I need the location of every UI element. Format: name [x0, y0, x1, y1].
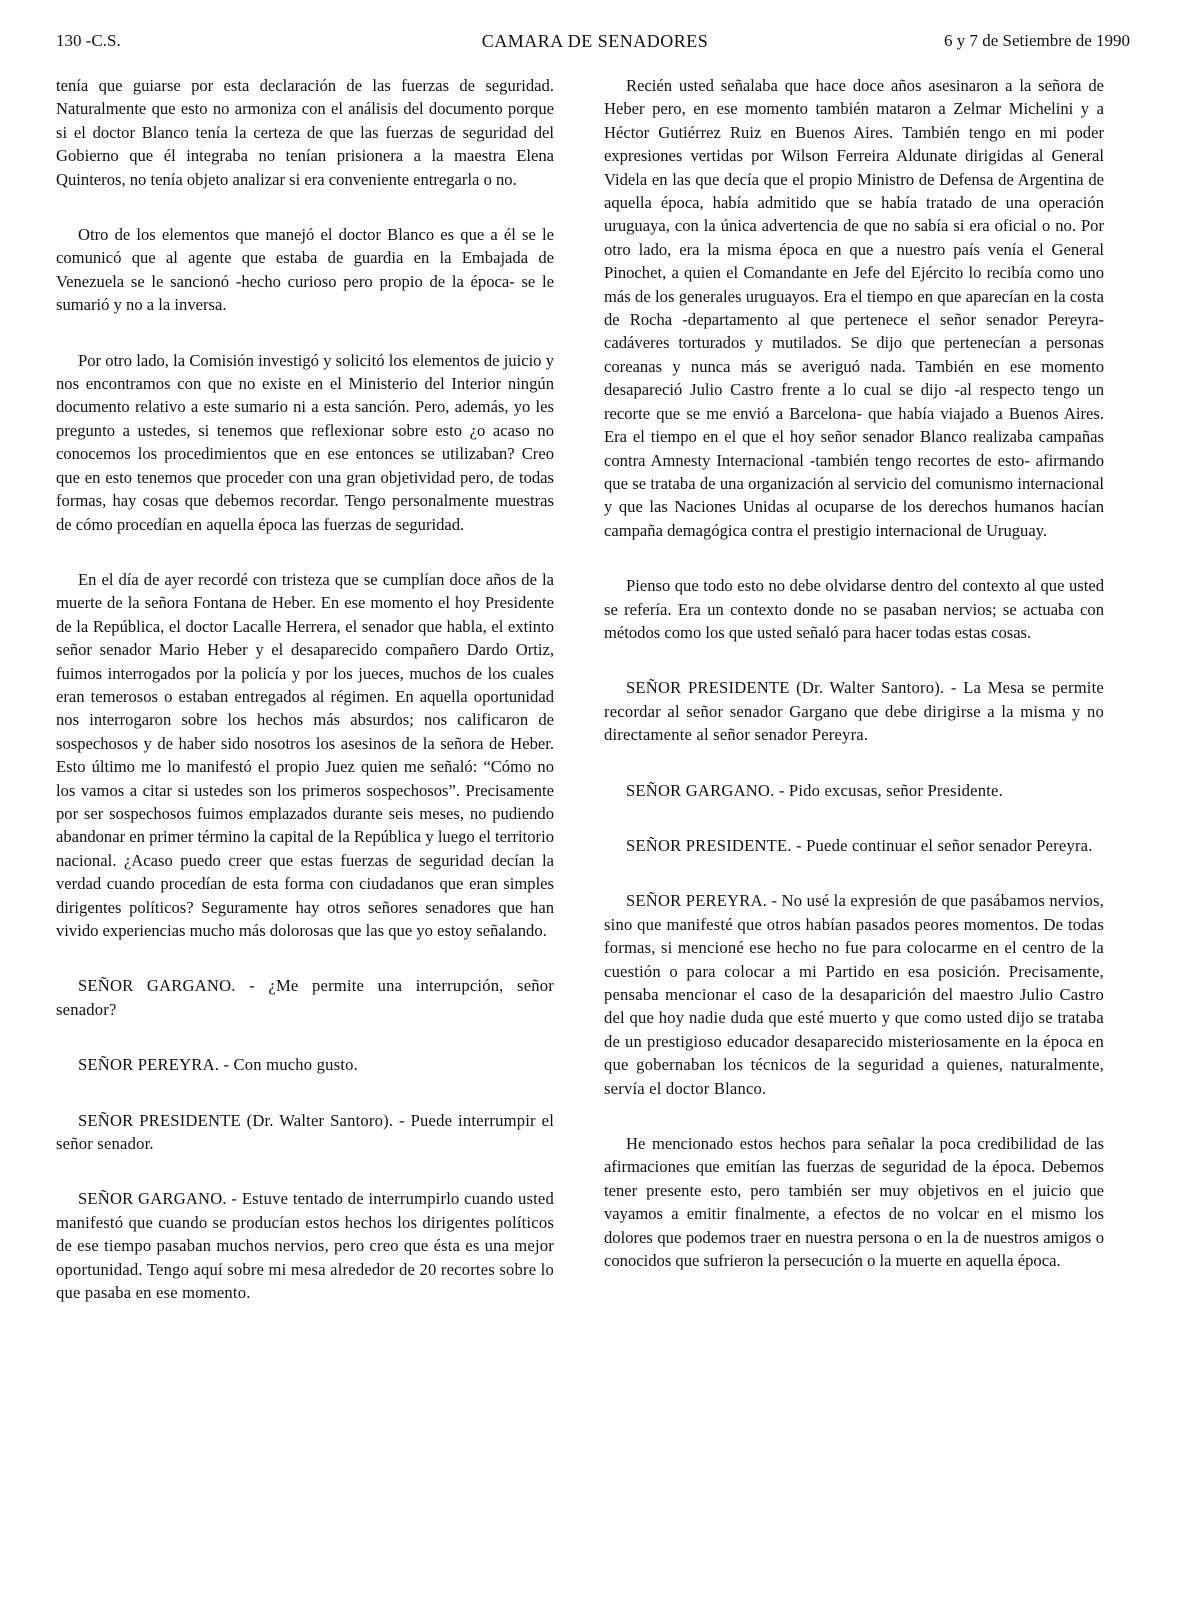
- paragraph: Por otro lado, la Comisión investigó y solicitó los elementos de juicio y nos encontramos con que no existe en el Ministerio del Interior ningún documento relativo a este sumario ni a esta sanción. Pero, además, yo les pregunto a ustedes, si tenemos que reflexionar sobre esto ¿o acaso no conocemos los procedimientos que en ese entonces se utilizaban? Creo que en esto tenemos que proceder con una gran objetividad pero, de todas formas, hay cosas que debemos recordar. Tengo personalmente muestras de cómo procedían en aquella época las fuerzas de seguridad.: [56, 350, 554, 534]
- paragraph: En el día de ayer recordé con tristeza que se cumplían doce años de la muerte de la señora Fontana de Heber. En ese momento el hoy Presidente de la República, el doctor Lacalle Herrera, el senador que habla, el extinto señor senador Mario Heber y el desaparecido compañero Dardo Ortiz, fuimos interrogados por la policía y por los jueces, muchos de los cuales eran temerosos o estaban entregados al régimen. En aquella oportunidad nos interrogaron sobre los hechos más absurdos; nos calificaron de sospechosos y de haber sido nosotros los asesinos de la señora de Heber. Esto último me lo manifestó el propio Juez quien me señaló: “Cómo no los vamos a citar si ustedes son los primeros sospechosos”. Precisamente por ser sospechosos fuimos emplazados durante seis meses, no pudiendo abandonar en primer término la capital de la República y luego el territorio nacional. ¿Acaso puedo creer que estas fuerzas de seguridad decían la verdad cuando procedían de esta forma con ciudadanos que eran simples dirigentes políticos? Seguramente hay otros señores senadores que han vivido experiencias mucho más dolorosas que las que yo estoy señalando.: [56, 569, 554, 940]
- speaker-paragraph: SEÑOR PRESIDENTE (Dr. Walter Santoro). - La Mesa se permite recordar al señor senador Gargano que debe dirigirse a la misma y no directamente al señor senador Pereyra.: [604, 678, 1104, 745]
- page-number: 130 -C.S.: [56, 31, 121, 50]
- left-column: [56, 74, 554, 1336]
- speaker-paragraph: SEÑOR GARGANO. - ¿Me permite una interrupción, señor senador?: [56, 976, 554, 1019]
- session-date: 6 y 7 de Setiembre de 1990: [943, 31, 1130, 50]
- paragraph: Recién usted señalaba que hace doce años asesinaron a la señora de Heber pero, en ese momento también mataron a Zelmar Michelini y a Héctor Gutiérrez Ruiz en Buenos Aires. También tengo en mi poder expresiones vertidas por Wilson Ferreira Aldunate dirigidas al General Videla en las que decía que el propio Ministro de Defensa de Argentina de aquella época, había admitido que se había tratado de una operación uruguaya, con la única advertencia de que no sabía si era oficial o no. Por otro lado, era la misma época en que a nuestro país venía el General Pinochet, a quien el Comandante en Jefe del Ejército lo recibía como uno más de los generales uruguayos. Era el tiempo en que aparecían en la costa de Rocha -departamento al que pertenece el señor senador Pereyra- cadáveres torturados y mutilados. Se dijo que pertenecían a personas coreanas y nunca más se averiguó nada. También en ese momento desapareció Julio Castro frente a lo cual se dijo -al respecto tengo un recorte que se me envió a Barcelona- que había viajado a Buenos Aires. Era el tiempo en el que el hoy señor senador Blanco realizaba campañas contra Amnesty Internacional -también tengo recortes de esto- afirmando que se trataba de una organización al servicio del comunismo internacional y que las Naciones Unidas al ocuparse de los derechos humanos hacían campaña demagógica contra el prestigio internacional de Uruguay.: [604, 76, 1104, 540]
- speaker-paragraph: SEÑOR GARGANO. - Pido excusas, señor Presidente.: [626, 780, 1003, 800]
- speaker-paragraph: SEÑOR PEREYRA. - Con mucho gusto.: [78, 1055, 358, 1075]
- speaker-paragraph: SEÑOR PRESIDENTE (Dr. Walter Santoro). - Puede interrumpir el señor senador.: [56, 1110, 554, 1154]
- speaker-paragraph: SEÑOR PRESIDENTE. - Puede continuar el señor senador Pereyra.: [626, 835, 1093, 855]
- paragraph: He mencionado estos hechos para señalar la poca credibilidad de las afirmaciones que emitían las fuerzas de seguridad de la época. Debemos tener presente esto, pero también ser muy objetivos en el juicio que vayamos a emitir finalmente, a efectos de no volcar en el mismo los dolores que podemos traer en nuestra persona o en la de nuestros amigos o conocidos que sufrieron la persecución o la muerte en aquella época.: [604, 1134, 1104, 1271]
- right-column: [604, 74, 1104, 1304]
- paragraph: Pienso que todo esto no debe olvidarse dentro del contexto al que usted se refería. Era un contexto donde no se pasaban nervios; se actuaba con métodos como los que usted señaló para hacer todas estas cosas.: [604, 576, 1104, 642]
- paragraph: Otro de los elementos que manejó el doctor Blanco es que a él se le comunicó que al agente que estaba de guardia en la Embajada de Venezuela se le sancionó -hecho curioso pero propio de la época- se le sumarió y no a la inversa.: [56, 225, 554, 315]
- speaker-paragraph: SEÑOR PEREYRA. - No usé la expresión de que pasábamos nervios, sino que manifesté que otros habían pasados peores momentos. De todas formas, si mencioné ese hecho no fue para colocarme en el centro de la cuestión o para colocar a mi Partido en esa posición. Precisamente, pensaba mencionar el caso de la desaparición del maestro Julio Castro del que hoy nadie duda que esté muerto y que como usted dijo se trataba de un prestigioso educador desaparecido misteriosamente en la época en que gobernaban los técnicos de la seguridad a quienes, naturalmente, servía el doctor Blanco.: [604, 891, 1104, 1098]
- paragraph: tenía que guiarse por esta declaración de las fuerzas de seguridad. Naturalmente que esto no armoniza con el análisis del documento porque si el doctor Blanco tenía la certeza de que las fuerzas de seguridad del Gobierno que él integraba no tenían prisionera a la maestra Elena Quinteros, no tenía objeto analizar si era conveniente entregarla o no.: [56, 76, 554, 189]
- page-header-title: CAMARA DE SENADORES: [481, 31, 709, 51]
- speaker-paragraph: SEÑOR GARGANO. - Estuve tentado de interrumpirlo cuando usted manifestó que cuando se producían estos hechos los dirigentes políticos de ese tiempo pasaban muchos nervios, pero creo que ésta es una mejor oportunidad. Tengo aquí sobre mi mesa alrededor de 20 recortes sobre lo que pasaba en ese momento.: [56, 1189, 554, 1303]
